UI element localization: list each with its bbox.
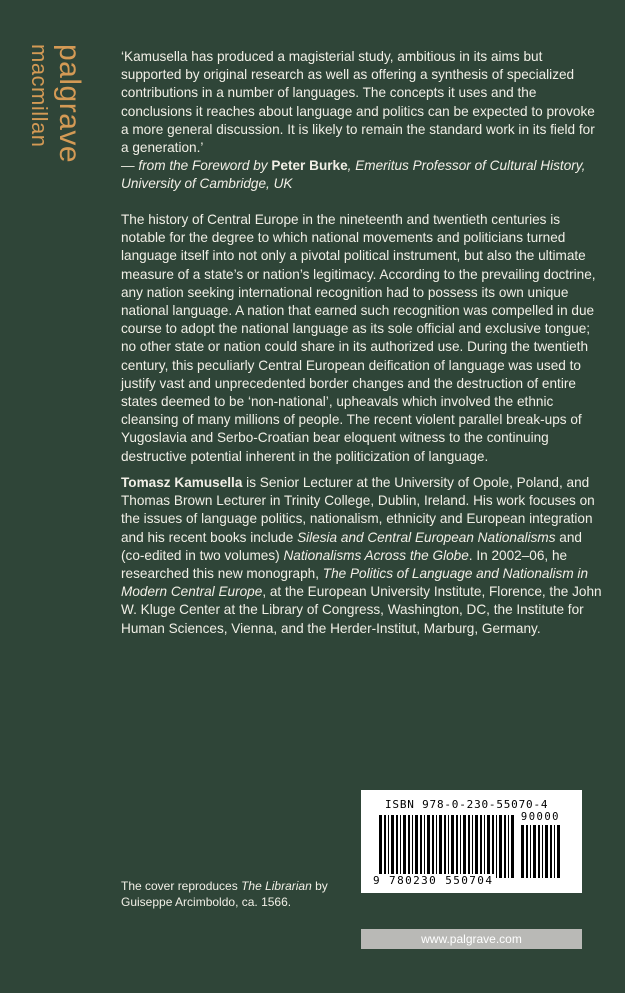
- author-book-3: The Politics of Language and Nationalism in Modern Central Europe: [121, 566, 589, 600]
- author-book-1: Silesia and Central European Nationalisms: [297, 529, 556, 545]
- isbn-label: ISBN 978-0-230-55070-4: [385, 798, 549, 811]
- book-description: The history of Central Europe in the nineteenth and twentieth centuries is notable for the degree to which national movements and politicians turned language itself into not only a pivotal political instrument, but also the ultimate measure of a state’s or nation’s legitimacy. According to the prevailing doctrine, any nation seeking international recognition had to possess its own unique national language. A nation that earned such recognition was compelled in due course to adopt the national language as its sole official and exclusive tongue; no other state or nation could share in its authorized use. During the twentieth century, this peculiarly Central European deification of language was used to justify vast and unprecedented border changes and the destruction of entire states deemed to be ‘non-national’, upheavals which involved the ethnic cleansing of many millions of people. The recent violent parallel break-ups of Yugoslavia and Serbo-Croatian bear eloquent witness to the continuing destructive potential inherent in the politicization of language.: [121, 212, 596, 464]
- logo-palgrave: palgrave: [53, 44, 86, 164]
- publisher-logo: [28, 44, 84, 163]
- author-book-2: Nationalisms Across the Globe: [283, 547, 469, 563]
- logo-macmillan: macmillan: [27, 44, 52, 148]
- barcode-addon-number: 90000: [520, 811, 560, 823]
- credit-prefix: The cover reproduces: [121, 879, 242, 893]
- cover-credit: [121, 878, 351, 910]
- barcode-addon-bars: [521, 825, 561, 878]
- credit-work: The Librarian: [241, 879, 312, 893]
- isbn-barcode: [361, 790, 582, 893]
- endorsement-quote: [121, 48, 605, 194]
- quote-attrib-name: Peter Burke: [271, 158, 348, 174]
- website-link[interactable]: www.palgrave.com: [361, 929, 582, 949]
- quote-attrib-prefix: — from the Foreword by: [121, 158, 272, 174]
- author-text-1: is Senior Lecturer at the University of Opole, Poland, and Thomas Brown Lecturer in Trinity College, Dublin, Ireland. His work focuses on the issues of language politics, nationalism, ethnicity and European integration and his recent books include: [121, 475, 595, 545]
- quote-text: ‘Kamusella has produced a magisterial study, ambitious in its aims but supported by original research as well as offering a synthesis of specialized contributions in a number of languages. The concepts it uses and the conclusions it reaches about language and politics can be expected to provoke a more general discussion. It is likely to remain the standard work in its field for a generation.’: [121, 49, 595, 156]
- author-bio: [121, 474, 605, 638]
- author-text-4: , at the European University Institute, Florence, the John W. Kluge Center at the Library of Congress, Washington, DC, the Institute for Human Sciences, Vienna, and the Herder-Institut, Marburg, Germany.: [121, 584, 602, 636]
- credit-suffix: by Guiseppe Arcimboldo, ca. 1566.: [121, 879, 328, 909]
- barcode-number: 9 780230 550704: [373, 874, 494, 887]
- author-name: Tomasz Kamusella: [121, 475, 243, 490]
- quote-attrib-title: , Emeritus Professor of Cultural History, University of Cambridge, UK: [121, 158, 586, 192]
- barcode-bars: [379, 815, 516, 878]
- author-text-2: and (co-edited in two volumes): [121, 529, 582, 563]
- author-text-3: . In 2002–06, he researched this new monograph,: [121, 547, 568, 582]
